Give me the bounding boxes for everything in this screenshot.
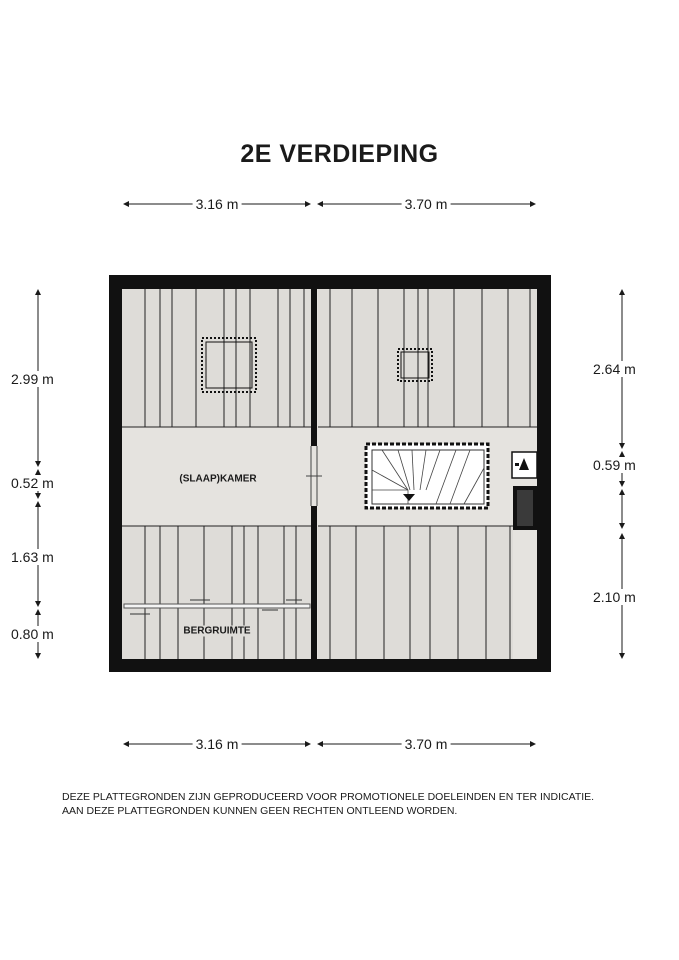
dim-left-3: 1.63 m [8,549,57,565]
boiler-unit [512,452,537,478]
roof-zone-lower-right [318,526,513,659]
stairwell [366,444,488,508]
dim-left-2: 0.52 m [8,475,57,491]
dim-bottom-right: 3.70 m [402,736,451,752]
room-label-storage: BERGRUIMTE [183,625,251,637]
dim-right-1: 2.64 m [590,361,639,377]
disclaimer [62,790,594,818]
dim-right-2: 0.59 m [590,457,639,473]
dim-top-right: 3.70 m [402,196,451,212]
disclaimer-line-1: DEZE PLATTEGRONDEN ZIJN GEPRODUCEERD VOOR PROMOTIONELE DOELEINDEN EN TER INDICATIE. [62,791,595,803]
dim-top-left: 3.16 m [193,196,242,212]
dim-bottom-left: 3.16 m [193,736,242,752]
center-wall-upper [311,289,317,446]
center-wall-lower [311,506,317,659]
disclaimer-line-2: AAN DEZE PLATTEGRONDEN KUNNEN GEEN RECHTEN ONTLEEND WORDEN. [62,805,458,817]
dim-left-1: 2.99 m [8,371,57,387]
dim-left-4: 0.80 m [8,626,57,642]
chimney-inner [517,490,533,526]
dim-right-3: 2.10 m [590,589,639,605]
floor-title: 2E VERDIEPING [240,140,439,168]
room-label-bedroom: (SLAAP)KAMER [179,473,257,485]
roof-zone-lower-left [122,526,311,659]
roof-zone-upper-left [122,289,311,427]
